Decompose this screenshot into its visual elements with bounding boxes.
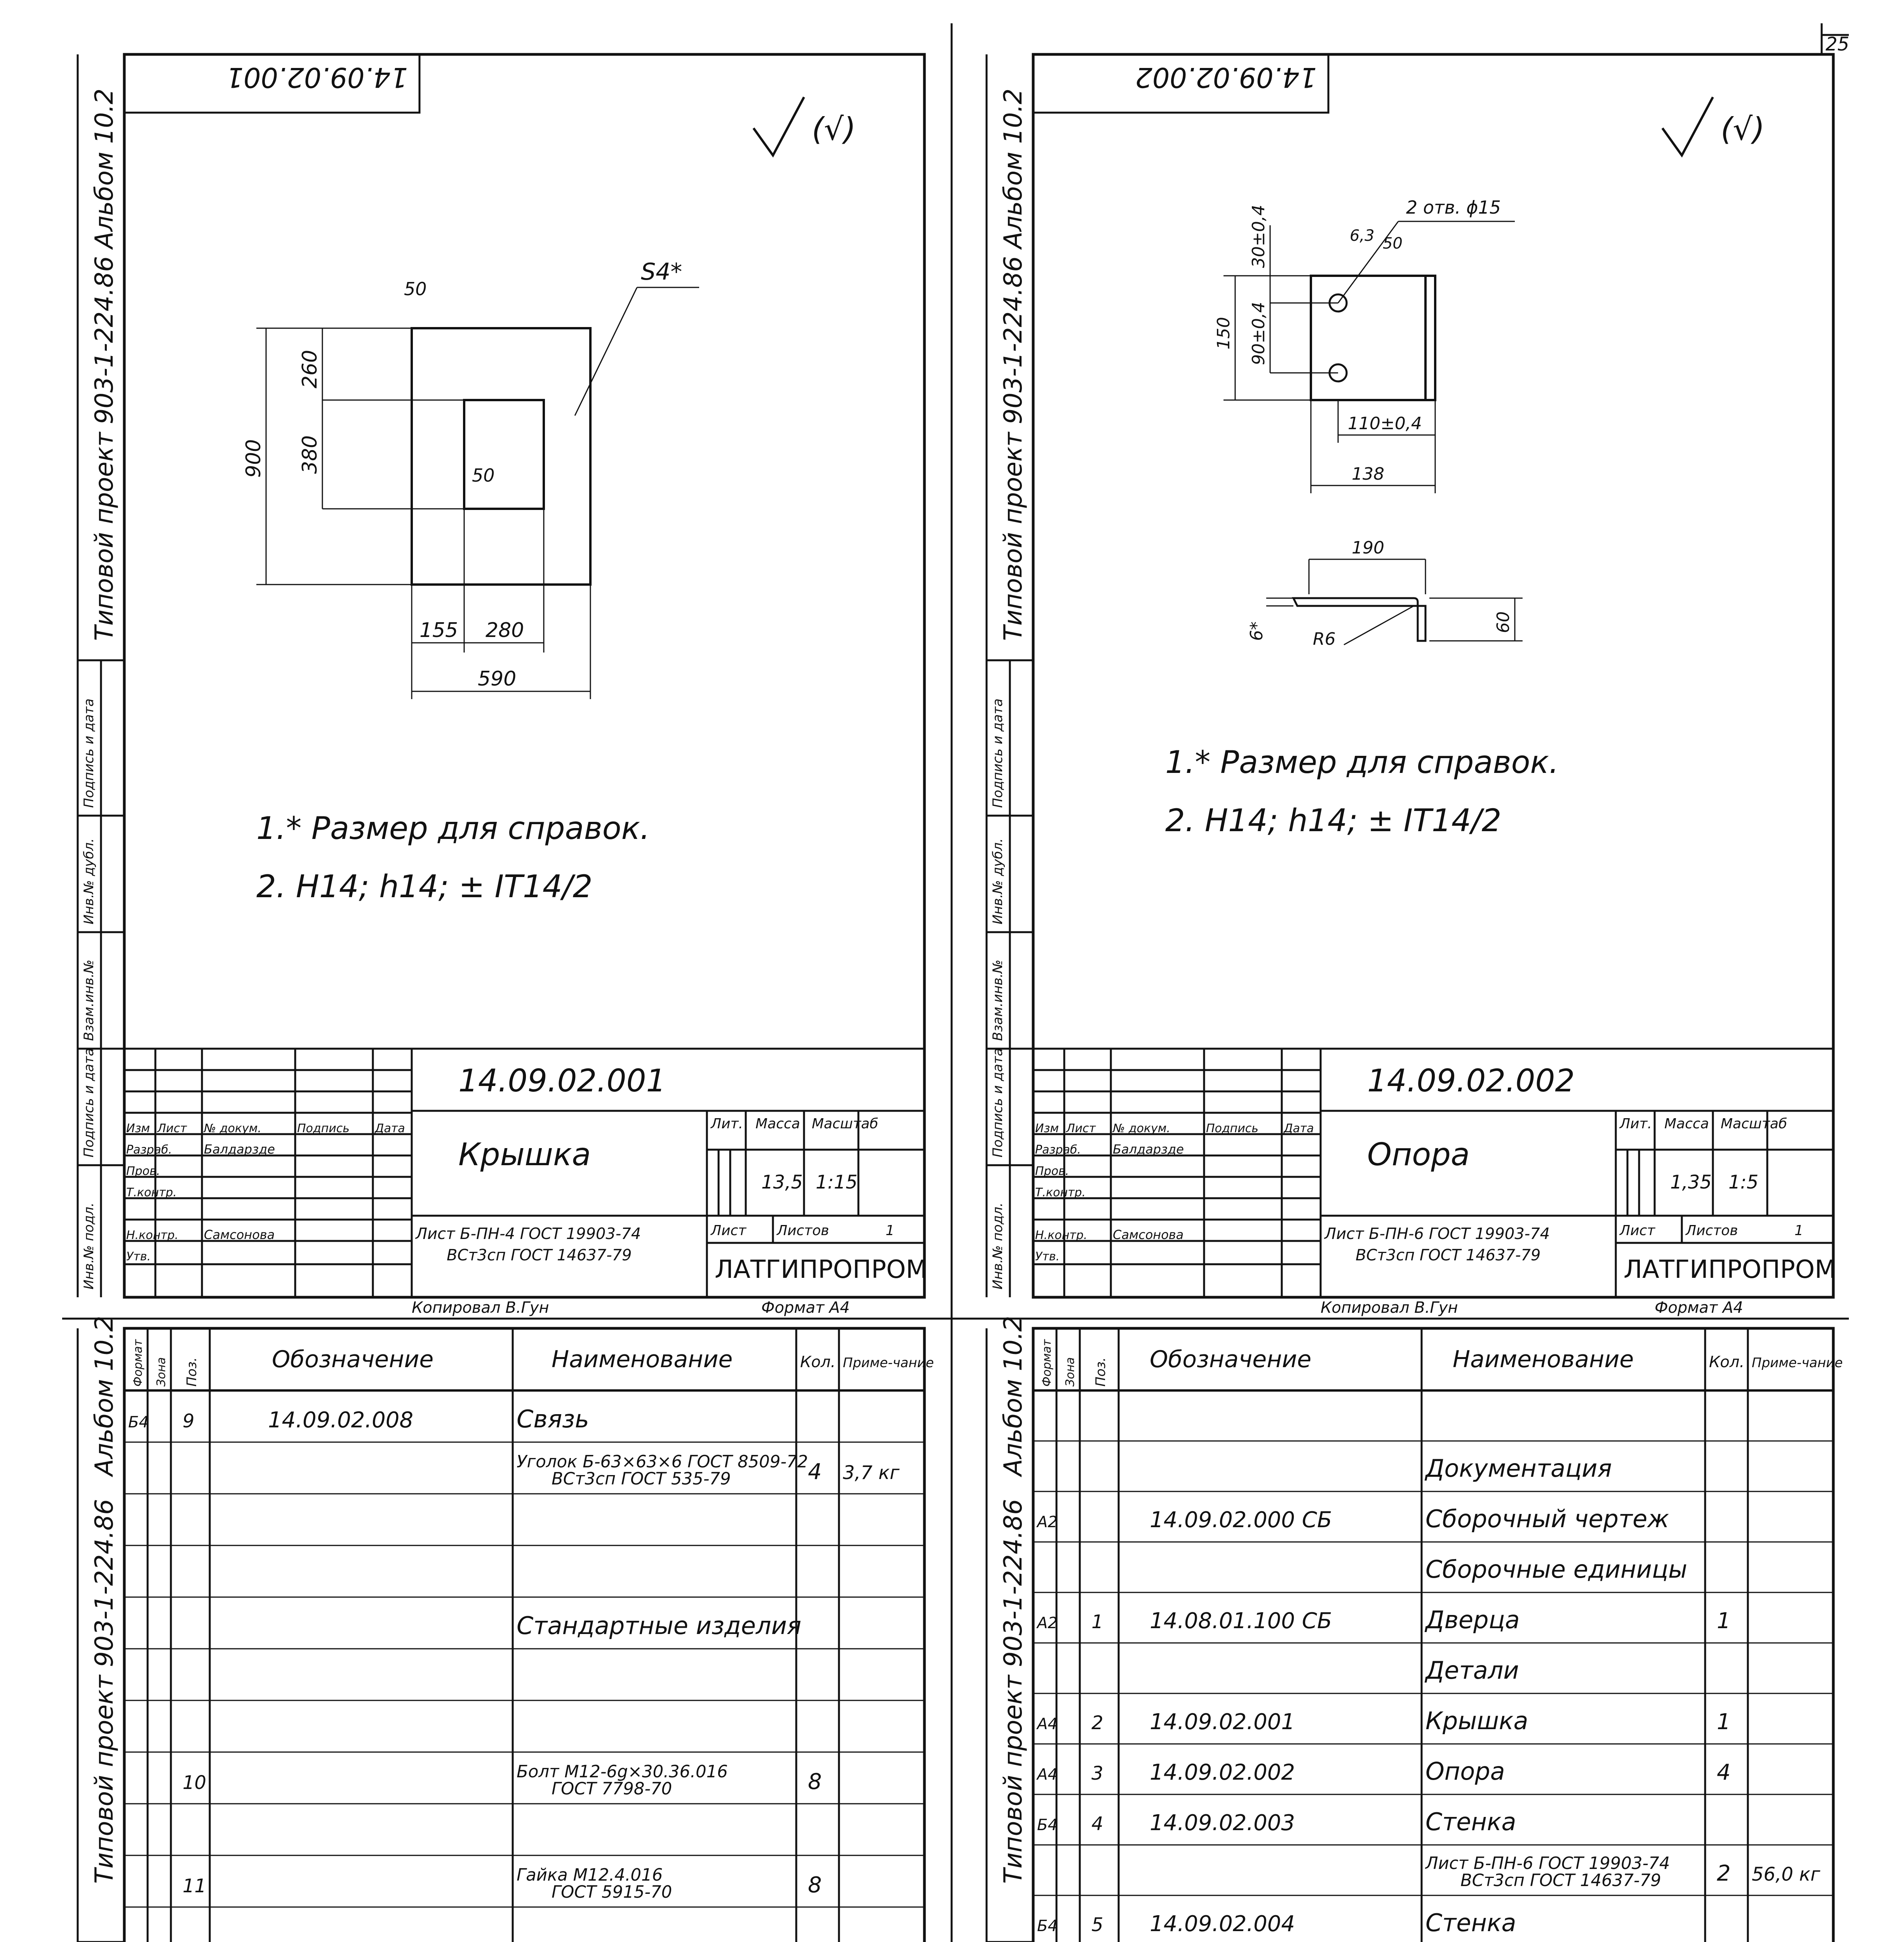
d2-scale: 1:5 xyxy=(1728,1171,1759,1193)
d2-lbl-nkontr: Н.контр. xyxy=(1035,1229,1088,1242)
sl-h-zone: Зона xyxy=(155,1357,168,1387)
spec-format: Б4 xyxy=(1037,1917,1058,1935)
sr-h-pos: Поз. xyxy=(1093,1357,1109,1387)
spec-qty: 4 xyxy=(1717,1760,1731,1785)
d2-lbl-izm: Изм xyxy=(1035,1122,1059,1135)
d1-note-1: 1.* Размер для справок. xyxy=(256,810,650,846)
spec-pos: 4 xyxy=(1091,1813,1103,1835)
d2-dim-90: 90±0,4 xyxy=(1249,302,1269,365)
d2-lbl-data: Дата xyxy=(1284,1122,1314,1135)
spec-note: 3,7 кг xyxy=(843,1462,900,1484)
sr-h-designation: Обозначение xyxy=(1150,1346,1312,1373)
spec-pos: 2 xyxy=(1091,1712,1103,1734)
spec-designation: 14.09.02.002 xyxy=(1150,1760,1295,1785)
d1-lbl-ndoc: № докум. xyxy=(204,1122,261,1135)
d2-roughness: (√) xyxy=(1721,111,1765,147)
d2-title-code: 14.09.02.002 xyxy=(1367,1063,1575,1099)
d1-material-1: Лист Б-ПН-4 ГОСТ 19903-74 xyxy=(416,1225,641,1243)
spec-pos: 11 xyxy=(183,1875,207,1897)
spec-note: 56,0 кг xyxy=(1752,1864,1820,1885)
d1-lbl-prov: Пров. xyxy=(126,1164,160,1178)
spec-name: Детали xyxy=(1425,1656,1519,1684)
d1-scale-label: Масштаб xyxy=(812,1116,879,1132)
spec-designation: 14.08.01.100 СБ xyxy=(1150,1608,1332,1634)
d1-developer: Балдарзде xyxy=(204,1142,275,1157)
sl-h-pos: Поз. xyxy=(184,1357,200,1387)
spec-format: А4 xyxy=(1037,1715,1058,1733)
d2-roughness-63: 6,3 xyxy=(1350,227,1375,245)
d2-note-1: 1.* Размер для справок. xyxy=(1165,744,1559,780)
spec-name xyxy=(1425,1854,1670,1890)
spec-format: А4 xyxy=(1037,1766,1058,1784)
spec-name: Крышка xyxy=(1425,1707,1528,1735)
spec-qty: 8 xyxy=(808,1872,822,1898)
project-label-2: Типовой проект 903-1-224.86 xyxy=(999,256,1028,641)
spec-designation: 14.09.02.001 xyxy=(1150,1709,1295,1735)
d1-dim-590: 590 xyxy=(478,667,517,691)
d2-dim-30: 30±0,4 xyxy=(1249,205,1269,268)
d1-code-rotated: 14.09.02.001 xyxy=(226,61,408,93)
d2-company: ЛАТГИПРОПРОМ xyxy=(1624,1255,1836,1284)
d2-note-2: 2. H14; h14; ± IT14/2 xyxy=(1165,802,1502,839)
d2-sheets: 1 xyxy=(1794,1223,1803,1239)
spec-pos: 9 xyxy=(183,1410,195,1432)
sl-h-qty: Кол. xyxy=(800,1353,836,1371)
sl-h-format: Формат xyxy=(131,1339,145,1387)
sl-h-note: Приме-чание xyxy=(843,1355,934,1371)
d2-lbl-utv: Утв. xyxy=(1035,1250,1060,1263)
d2-lit-label: Лит. xyxy=(1620,1116,1652,1132)
d2-dim-190: 190 xyxy=(1352,538,1384,558)
d2-sheets-label: Листов xyxy=(1686,1223,1738,1239)
d1-lit-label: Лит. xyxy=(711,1116,743,1132)
d1-lbl-nkontr: Н.контр. xyxy=(126,1229,179,1242)
d2-material-1: Лист Б-ПН-6 ГОСТ 19903-74 xyxy=(1324,1225,1550,1243)
spec-designation: 14.09.02.003 xyxy=(1150,1810,1295,1836)
d1-material-2: ВСт3сп ГОСТ 14637-79 xyxy=(447,1246,632,1264)
spec-name xyxy=(517,1865,672,1902)
stamp2-signature: Подпись и дата xyxy=(990,698,1006,808)
d1-dim-900: 900 xyxy=(242,439,265,478)
spec-name-line: ВСт3сп ГОСТ 14637-79 xyxy=(1460,1871,1661,1890)
spec-pos: 10 xyxy=(183,1772,207,1794)
d1-company: ЛАТГИПРОПРОМ xyxy=(715,1255,928,1284)
spec-qty: 8 xyxy=(808,1769,822,1794)
spec-name-line: ВСт3сп ГОСТ 535-79 xyxy=(552,1469,731,1489)
spec-designation: 14.09.02.000 СБ xyxy=(1150,1507,1332,1533)
d2-dim-60: 60 xyxy=(1493,611,1513,633)
d2-mass: 1,35 xyxy=(1670,1171,1712,1193)
d1-lbl-tkontr: Т.контр. xyxy=(126,1186,177,1199)
d2-lbl-tkontr: Т.контр. xyxy=(1035,1186,1086,1199)
d2-code-rotated: 14.09.02.002 xyxy=(1135,61,1317,93)
spec-right-table xyxy=(1036,1454,1820,1942)
stamp-inv-orig: Инв.№ подл. xyxy=(81,1202,97,1289)
stamp-signature-2: Подпись и дата xyxy=(81,1048,97,1157)
album-label: Альбом 10.2 xyxy=(90,88,119,249)
project-label-3: Типовой проект 903-1-224.86 xyxy=(90,1499,119,1884)
spec-name-line: Лист Б-ПН-6 ГОСТ 19903-74 xyxy=(1425,1854,1670,1873)
spec-name-line: ГОСТ 7798-70 xyxy=(552,1779,672,1799)
album-label-3: Альбом 10.2 xyxy=(90,1316,119,1476)
spec-name xyxy=(517,1452,808,1489)
project-label: Типовой проект 903-1-224.86 xyxy=(90,256,119,641)
spec-name: Сборочные единицы xyxy=(1425,1555,1688,1584)
spec-name: Сборочный чертеж xyxy=(1425,1505,1669,1533)
d2-copied: Копировал В.Гун xyxy=(1321,1299,1458,1317)
d1-dim-280: 280 xyxy=(486,619,524,642)
stamp2-inv-orig: Инв.№ подл. xyxy=(990,1202,1006,1289)
spec-name-line: Гайка М12.4.016 xyxy=(517,1865,663,1885)
d1-thickness: S4* xyxy=(641,258,682,285)
d2-dim-110: 110±0,4 xyxy=(1348,414,1422,433)
d1-mass-label: Масса xyxy=(755,1116,800,1132)
d2-material-2: ВСт3сп ГОСТ 14637-79 xyxy=(1356,1246,1541,1264)
d2-dim-150: 150 xyxy=(1214,317,1234,350)
d1-part-name: Крышка xyxy=(458,1136,591,1173)
d2-mass-label: Масса xyxy=(1664,1116,1709,1132)
d1-roughness: (√) xyxy=(812,111,856,147)
d2-holes: 2 отв. ϕ15 xyxy=(1406,197,1501,218)
spec-format: Б4 xyxy=(1037,1816,1058,1834)
stamp-replace-inv: Взам.инв.№ xyxy=(81,959,97,1041)
d1-dim-155: 155 xyxy=(419,619,458,642)
d1-lbl-podpis: Подпись xyxy=(297,1122,350,1135)
spec-qty: 2 xyxy=(1717,1861,1731,1886)
d2-nkontr: Самсонова xyxy=(1113,1227,1184,1242)
d2-lbl-razrab: Разраб. xyxy=(1035,1143,1081,1157)
d1-weld-50a: 50 xyxy=(404,278,427,299)
spec-pos: 1 xyxy=(1091,1611,1103,1633)
d2-radius: R6 xyxy=(1313,629,1336,649)
album-label-4: Альбом 10.2 xyxy=(999,1316,1028,1476)
spec-name-line: Болт М12-6g×30.36.016 xyxy=(517,1762,728,1782)
d1-sheets: 1 xyxy=(886,1223,895,1239)
sr-h-zone: Зона xyxy=(1063,1357,1077,1387)
stamp-inv-dupl: Инв.№ дубл. xyxy=(81,838,97,924)
spec-name: Опора xyxy=(1425,1757,1505,1785)
sr-h-note: Приме-чание xyxy=(1752,1355,1843,1371)
spec-format: А2 xyxy=(1037,1513,1058,1531)
d1-format: Формат А4 xyxy=(761,1299,850,1317)
d1-dim-380: 380 xyxy=(298,435,322,474)
d2-sheet-label: Лист xyxy=(1620,1223,1655,1239)
d1-dim-260: 260 xyxy=(298,350,322,388)
d1-sheets-label: Листов xyxy=(777,1223,829,1239)
d2-developer: Балдарзде xyxy=(1113,1142,1184,1157)
sr-h-format: Формат xyxy=(1040,1339,1054,1387)
d2-dim-138: 138 xyxy=(1352,464,1384,484)
d2-lbl-list: Лист xyxy=(1066,1122,1096,1135)
stamp2-inv-dupl: Инв.№ дубл. xyxy=(990,838,1006,924)
d2-thickness: 6* xyxy=(1247,621,1267,641)
spec-name: Дверца xyxy=(1425,1606,1520,1634)
spec-left-table xyxy=(128,1405,900,1902)
stamp-signature: Подпись и дата xyxy=(81,698,97,808)
sr-h-name: Наименование xyxy=(1453,1346,1634,1373)
d1-title-code: 14.09.02.001 xyxy=(458,1063,666,1099)
d2-lbl-prov: Пров. xyxy=(1035,1164,1069,1178)
spec-name-line: ГОСТ 5915-70 xyxy=(552,1883,672,1902)
d1-nkontr: Самсонова xyxy=(204,1227,275,1242)
page-number: 25 xyxy=(1826,33,1850,55)
spec-designation: 14.09.02.004 xyxy=(1150,1911,1295,1937)
sl-h-designation: Обозначение xyxy=(272,1346,434,1373)
d1-lbl-izm: Изм xyxy=(126,1122,150,1135)
spec-name: Документация xyxy=(1425,1454,1612,1483)
spec-name: Стенка xyxy=(1425,1909,1516,1937)
spec-qty: 1 xyxy=(1717,1608,1731,1634)
d2-lbl-podpis: Подпись xyxy=(1206,1122,1258,1135)
d1-lbl-razrab: Разраб. xyxy=(126,1143,172,1157)
d1-lbl-data: Дата xyxy=(375,1122,405,1135)
stamp2-signature-2: Подпись и дата xyxy=(990,1048,1006,1157)
spec-name-line: Уголок Б-63×63×6 ГОСТ 8509-72 xyxy=(517,1452,808,1472)
spec-name: Стенка xyxy=(1425,1808,1516,1836)
d1-lbl-utv: Утв. xyxy=(126,1250,151,1263)
d2-weld-50: 50 xyxy=(1383,235,1403,252)
d2-format: Формат А4 xyxy=(1655,1299,1743,1317)
d1-copied: Копировал В.Гун xyxy=(412,1299,549,1317)
d2-part-name: Опора xyxy=(1367,1136,1470,1173)
spec-name: Связь xyxy=(517,1405,589,1433)
stamp2-replace-inv: Взам.инв.№ xyxy=(990,959,1006,1041)
spec-pos: 5 xyxy=(1091,1914,1103,1936)
d2-lbl-ndoc: № докум. xyxy=(1113,1122,1170,1135)
spec-pos: 3 xyxy=(1091,1763,1103,1784)
spec-name xyxy=(517,1762,728,1799)
spec-designation: 14.09.02.008 xyxy=(268,1408,414,1433)
d1-lbl-list: Лист xyxy=(157,1122,187,1135)
d1-scale: 1:15 xyxy=(816,1171,858,1193)
spec-qty: 4 xyxy=(808,1459,822,1484)
spec-name: Стандартные изделия xyxy=(517,1611,802,1640)
album-label-2: Альбом 10.2 xyxy=(999,88,1028,249)
d1-note-2: 2. H14; h14; ± IT14/2 xyxy=(256,868,593,905)
d1-sheet-label: Лист xyxy=(711,1223,747,1239)
d2-scale-label: Масштаб xyxy=(1721,1116,1787,1132)
sr-h-qty: Кол. xyxy=(1709,1353,1745,1371)
d1-weld-50b: 50 xyxy=(472,465,495,486)
spec-format: А2 xyxy=(1037,1614,1058,1632)
sl-h-name: Наименование xyxy=(552,1346,733,1373)
spec-qty: 1 xyxy=(1717,1709,1731,1735)
d1-mass: 13,5 xyxy=(761,1171,803,1193)
project-label-4: Типовой проект 903-1-224.86 xyxy=(999,1499,1028,1884)
spec-format: Б4 xyxy=(128,1413,149,1431)
